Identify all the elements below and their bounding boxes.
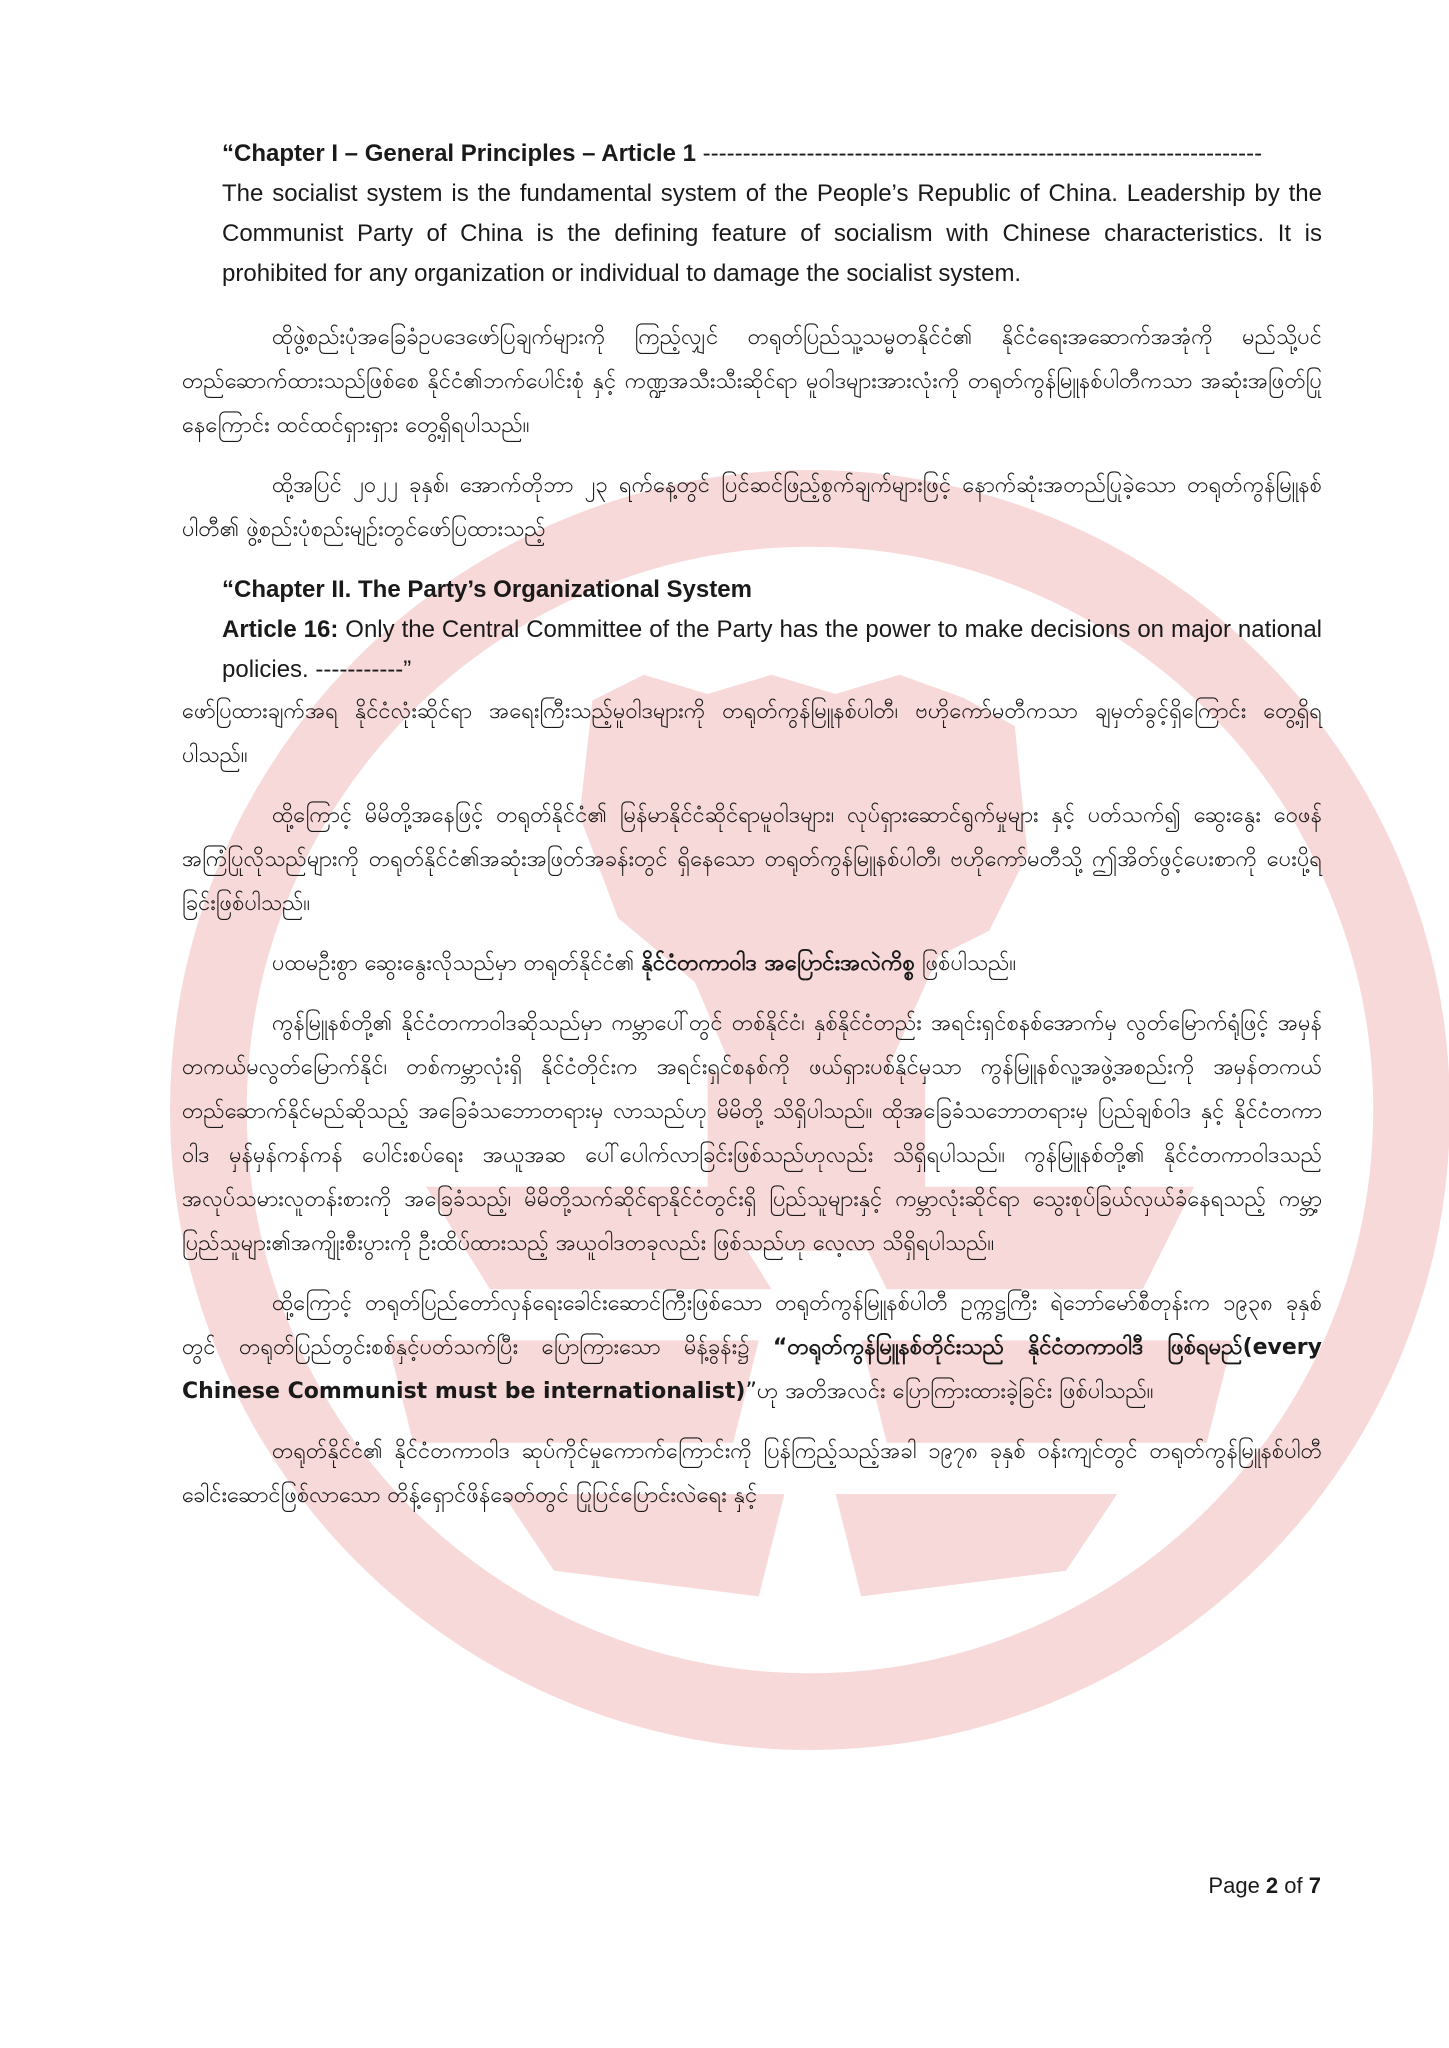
paragraph-5 [182, 942, 1322, 986]
paragraph-8: တရုတ်နိုင်ငံ၏ နိုင်ငံတကာဝါဒ ဆုပ်ကိုင်မှုကောက်ကြောင်းကို ပြန်ကြည့်သည့်အခါ ၁၉၇၈ ခုနှစ် ဝန်းကျင်တွင် တရုတ်ကွန်မြူနစ်ပါတီ ခေါင်းဆောင်ဖြစ်လာသော တိန့်ရှောင်ဖိန်ခေတ်တွင် ပြုပြင်ပြောင်းလဲရေး နှင့် [182, 1439, 1322, 1508]
page-total: 7 [1308, 1873, 1321, 1898]
document-body [182, 134, 1322, 1534]
page-of-label: of [1278, 1873, 1309, 1898]
paragraph-5-bold: နိုင်ငံတကာဝါဒ အပြောင်းအလဲကိစ္စ [641, 951, 915, 976]
paragraph-4: ထို့ကြောင့် မိမိတို့အနေဖြင့် တရုတ်နိုင်ငံ၏ မြန်မာနိုင်ငံဆိုင်ရာမူဝါဒများ၊ လုပ်ရှားဆောင်ရွက်မှုများ နှင့် ပတ်သက်၍ ဆွေးနွေး ဝေဖန် အကြံပြုလိုသည်များကို တရုတ်နိုင်ငံ၏အဆုံးအဖြတ်အခန်းတွင် ရှိနေသော တရုတ်ကွန်မြူနစ်ပါတီ၊ ဗဟိုကော်မတီသို့ ဤအိတ်ဖွင့်ပေးစာကို ပေးပို့ရခြင်းဖြစ်ပါသည်။ [182, 803, 1322, 916]
chapter2-quote [222, 570, 1322, 690]
chapter1-dashes: ---------------------------------------------------------------------- [702, 140, 1263, 167]
article16-text: Only the Central Committee of the Party has the power to make decisions on major national policies. -----------” [222, 616, 1322, 683]
paragraph-5-after: ဖြစ်ပါသည်။ [914, 951, 1017, 976]
article16-label: Article 16: [222, 616, 339, 643]
paragraph-1: ထိုဖွဲ့စည်းပုံအခြေခံဥပဒေဖော်ပြချက်များကို ကြည့်လျှင် တရုတ်ပြည်သူ့သမ္မတနိုင်ငံ၏ နိုင်ငံရေးအဆောက်အအုံကို မည်သို့ပင် တည်ဆောက်ထားသည်ဖြစ်စေ နိုင်ငံ၏ဘက်ပေါင်းစုံ နှင့် ကဏ္ဍအသီးသီးဆိုင်ရာ မူဝါဒများအားလုံးကို တရုတ်ကွန်မြူနစ်ပါတီကသာ အဆုံးအဖြတ်ပြုနေကြောင်း ထင်ထင်ရှားရှား တွေ့ရှိရပါသည်။ [182, 325, 1322, 438]
paragraph-7-bold: “တရုတ်ကွန်မြူနစ်တိုင်းသည် နိုင်ငံတကာဝါဒီ ဖြစ်ရမည်(every Chinese Communist must be internationalist) [182, 1335, 1322, 1404]
page-current: 2 [1265, 1873, 1279, 1898]
page-label: Page [1208, 1873, 1266, 1898]
paragraph-7-after: ”ဟု အတိအလင်း ပြောကြားထားခဲ့ခြင်း ဖြစ်ပါသည်။ [745, 1379, 1154, 1404]
paragraph-6: ကွန်မြူနစ်တို့၏ နိုင်ငံတကာဝါဒဆိုသည်မှာ ကမ္ဘာပေါ်တွင် တစ်နိုင်ငံ၊ နှစ်နိုင်ငံတည်း အရင်းရှင်စနစ်အောက်မှ လွတ်မြောက်ရုံဖြင့် အမှန်တကယ်မလွတ်မြောက်နိုင်၊ တစ်ကမ္ဘာလုံးရှိ နိုင်ငံတိုင်းက အရင်းရှင်စနစ်ကို ဖယ်ရှားပစ်နိုင်မှသာ ကွန်မြူနစ်လူ့အဖွဲ့အစည်းကို အမှန်တကယ် တည်ဆောက်နိုင်မည်ဆိုသည့် အခြေခံသဘောတရားမှ လာသည်ဟု မိမိတို့ သိရှိပါသည်။ ထိုအခြေခံသဘောတရားမှ ပြည်ချစ်ဝါဒ နှင့် နိုင်ငံတကာဝါဒ မှန်မှန်ကန်ကန် ပေါင်းစပ်ရေး အယူအဆ ပေါ်ပေါက်လာခြင်းဖြစ်သည်ဟုလည်း သိရှိရပါသည်။ ကွန်မြူနစ်တို့၏ နိုင်ငံတကာဝါဒသည် အလုပ်သမားလူတန်းစားကို အခြေခံသည့်၊ မိမိတို့သက်ဆိုင်ရာနိုင်ငံတွင်းရှိ ပြည်သူများနှင့် ကမ္ဘာလုံးဆိုင်ရာ သွေးစုပ်ခြယ်လှယ်ခံနေရသည့် ကမ္ဘာ့ပြည်သူများ၏အကျိုးစီးပွားကို ဦးထိပ်ထားသည့် အယူဝါဒတခုလည်း ဖြစ်သည်ဟု လေ့လာ သိရှိရပါသည်။ [182, 1011, 1322, 1256]
paragraph-2: ထို့အပြင် ၂၀၂၂ ခုနှစ်၊ အောက်တိုဘာ ၂၃ ရက်နေ့တွင် ပြင်ဆင်ဖြည့်စွက်ချက်များဖြင့် နောက်ဆုံးအတည်ပြုခဲ့သော တရုတ်ကွန်မြူနစ်ပါတီ၏ ဖွဲ့စည်းပုံစည်းမျဉ်းတွင်ဖော်ပြထားသည့် [182, 473, 1322, 542]
chapter1-quote [222, 134, 1322, 294]
paragraph-5-before: ပထမဦးစွာ ဆွေးနွေးလိုသည်မှာ တရုတ်နိုင်ငံ၏ [272, 951, 642, 976]
paragraph-7-before: ထို့ကြောင့် တရုတ်ပြည်တော်လှန်ရေးခေါင်းဆောင်ကြီးဖြစ်သော တရုတ်ကွန်မြူနစ်ပါတီ ဥက္ကဋ္ဌကြီး ရဲဘော်မော်စီတုန်းက ၁၉၃၈ ခုနှစ် တွင် တရုတ်ပြည်တွင်းစစ်နှင့်ပတ်သက်ပြီး ပြောကြားသော မိန့်ခွန်း၌ [182, 1291, 1322, 1360]
chapter2-article [222, 610, 1322, 690]
chapter2-heading: “Chapter II. The Party’s Organizational System [222, 576, 752, 603]
paragraph-3: ဖော်ပြထားချက်အရ နိုင်ငံလုံးဆိုင်ရာ အရေးကြီးသည့်မူဝါဒများကို တရုတ်ကွန်မြူနစ်ပါတီ၊ ဗဟိုကော်မတီကသာ ချမှတ်ခွင့်ရှိကြောင်း တွေ့ရှိရပါသည်။ [182, 699, 1322, 768]
paragraph-7 [182, 1282, 1322, 1414]
chapter1-body: The socialist system is the fundamental system of the People’s Republic of China. Leadership by the Communist Party of China is the defining feature of socialism with Chinese characteristics. It is prohibited for any organization or individual to damage the socialist system. [222, 180, 1322, 287]
chapter1-heading-line [222, 134, 1322, 174]
chapter1-heading: “Chapter I – General Principles – Article 1 [222, 140, 696, 167]
page-number [1208, 1873, 1321, 1899]
